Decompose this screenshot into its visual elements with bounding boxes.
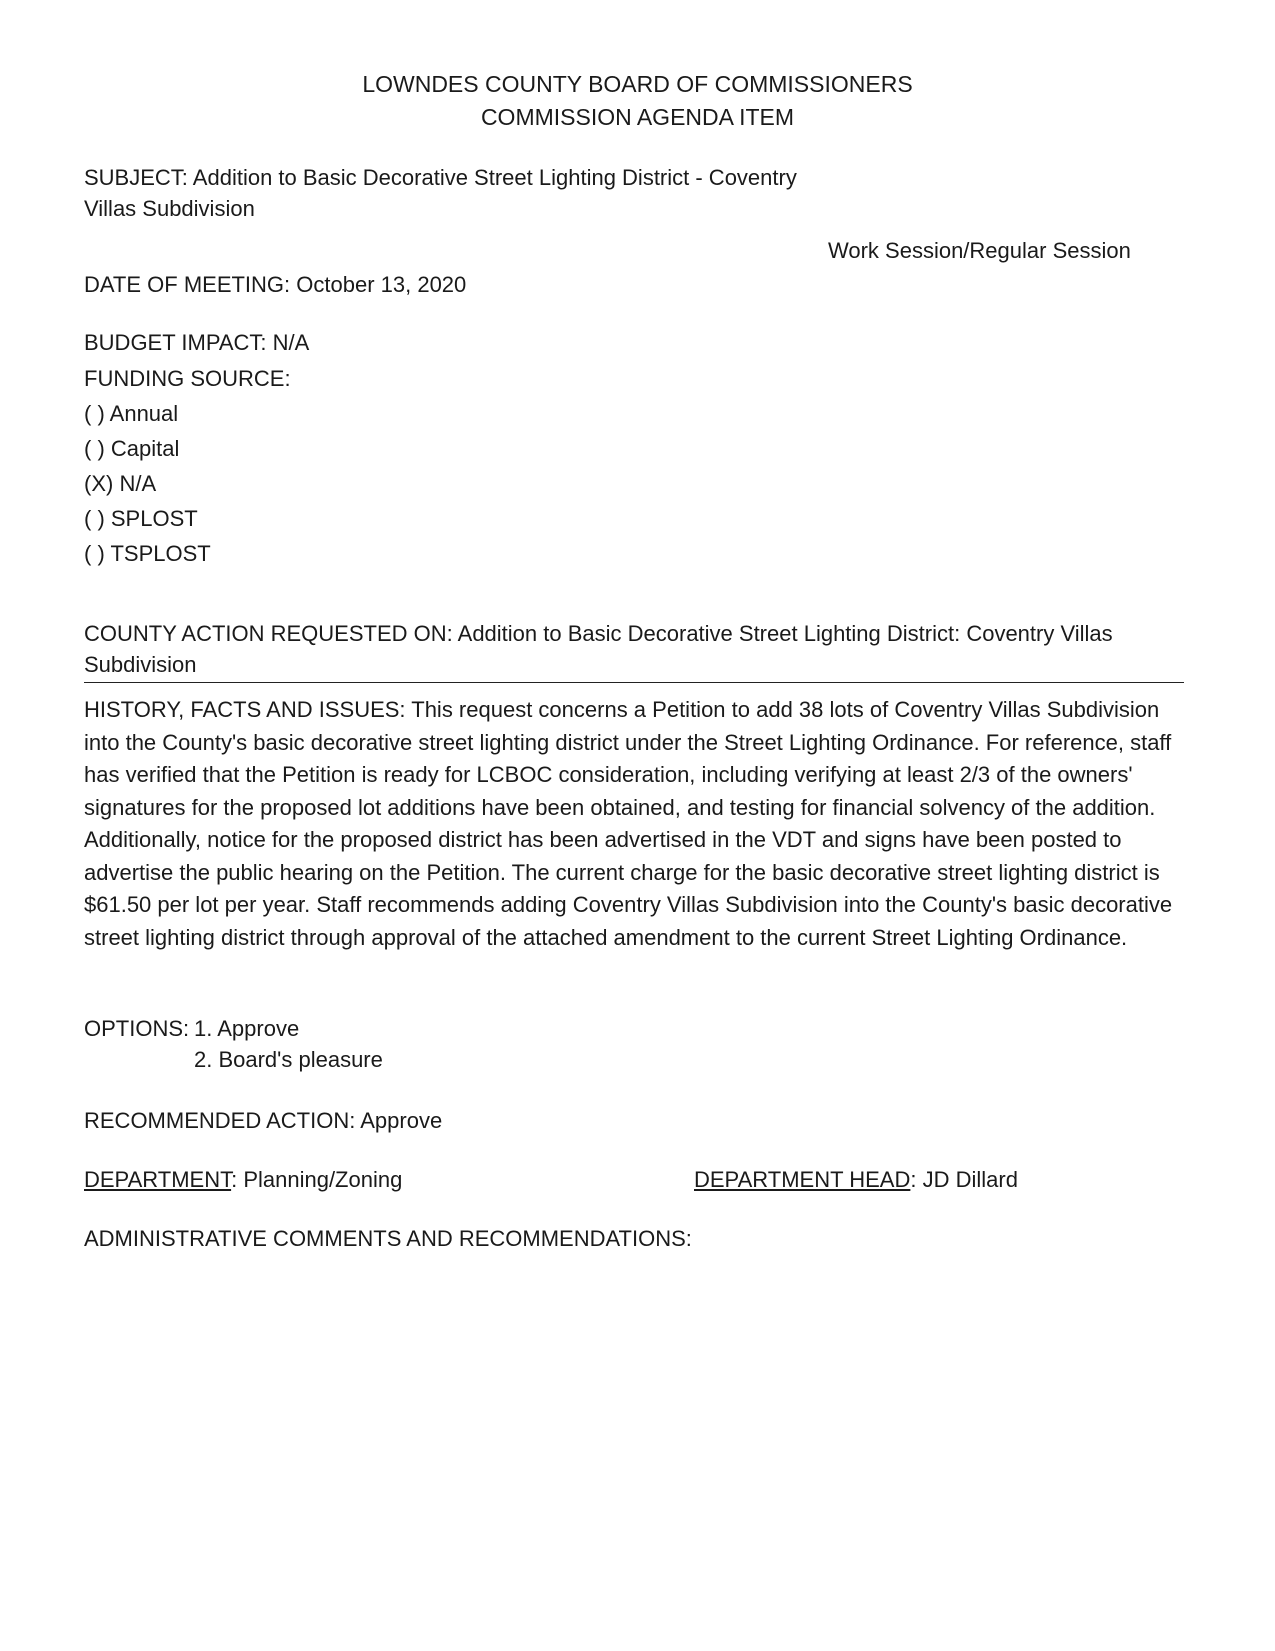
session-type: Work Session/Regular Session [828, 238, 1131, 263]
department-head-label: DEPARTMENT HEAD [694, 1167, 911, 1192]
funding-option-splost: ( ) SPLOST [84, 506, 198, 531]
department-label: DEPARTMENT [84, 1167, 232, 1192]
county-action-requested: COUNTY ACTION REQUESTED ON: Addition to Basic Decorative Street Lighting District: Coventry Villas Subdivision [84, 621, 1113, 677]
funding-option-capital: ( ) Capital [84, 436, 180, 461]
option-approve: 1. Approve [194, 1016, 300, 1041]
department [84, 1164, 402, 1195]
department-head [694, 1164, 1018, 1195]
subject-line: SUBJECT: Addition to Basic Decorative Street Lighting District - Coventry Villas Subdivision [84, 165, 797, 221]
funding-option-na: (X) N/A [84, 471, 157, 496]
document-header [0, 68, 1275, 134]
funding-option-tsplost: ( ) TSPLOST [84, 541, 211, 566]
options-section [84, 1013, 383, 1075]
date-of-meeting: DATE OF MEETING: October 13, 2020 [84, 272, 467, 297]
section-divider [84, 682, 1184, 683]
header-subtitle: COMMISSION AGENDA ITEM [480, 104, 795, 130]
history-facts-issues: HISTORY, FACTS AND ISSUES: This request concerns a Petition to add 38 lots of Coventry Villas Subdivision into the County's basic decorative street lighting district under the Street Lighting Ordinance. For reference, staff has verified that the Petition is ready for LCBOC consideration, including verifying at least 2/3 of the owners' signatures for the proposed lot additions have been obtained, and testing for financial solvency of the addition. Additionally, notice for the proposed district has been advertised in the VDT and signs have been posted to advertise the public hearing on the Petition. The current charge for the basic decorative street lighting district is $61.50 per lot per year. Staff recommends adding Coventry Villas Subdivision into the County's basic decorative street lighting district through approval of the attached amendment to the current Street Lighting Ordinance. [84, 697, 1173, 950]
administrative-comments: ADMINISTRATIVE COMMENTS AND RECOMMENDATIONS: [84, 1226, 692, 1251]
option-boards-pleasure: 2. Board's pleasure [194, 1047, 383, 1072]
funding-source [84, 361, 291, 571]
department-value: : Planning/Zoning [231, 1167, 403, 1192]
options-label: OPTIONS: [84, 1016, 190, 1041]
funding-source-label: FUNDING SOURCE: [84, 366, 291, 391]
recommended-action: RECOMMENDED ACTION: Approve [84, 1108, 443, 1133]
funding-option-annual: ( ) Annual [84, 401, 179, 426]
header-title: LOWNDES COUNTY BOARD OF COMMISSIONERS [362, 71, 913, 97]
department-head-value: : JD Dillard [910, 1167, 1018, 1192]
budget-impact: BUDGET IMPACT: N/A [84, 330, 310, 355]
